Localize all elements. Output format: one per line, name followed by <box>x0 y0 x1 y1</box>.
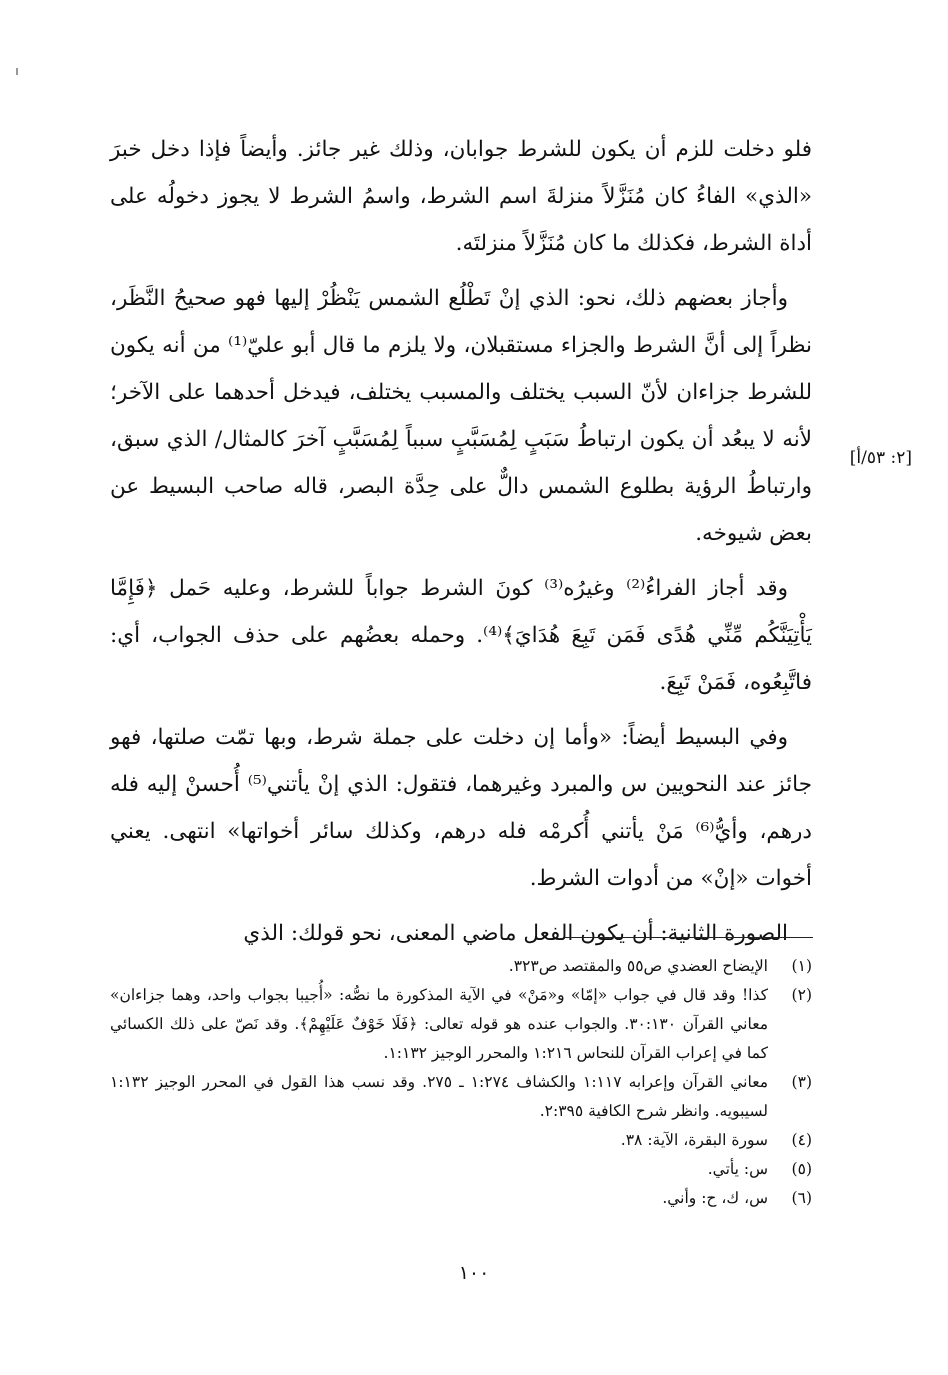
footnote-text: س: يأتي. <box>707 1160 768 1178</box>
footnote-4 <box>110 1126 812 1155</box>
paragraph-5: الصورة الثانية: أن يكون الفعل ماضي المعنى، نحو قولك: الذي <box>243 921 788 946</box>
paragraph-3: وقد أجاز الفراءُ⁽²⁾ وغيرُه⁽³⁾ كونَ الشرط جواباً للشرط، وعليه حَمل ﴿فَإِمَّا يَأْتِيَنَّكُم مِّنِّي هُدًى فَمَن تَبِعَ هُدَايَ﴾⁽⁴⁾. وحمله بعضُهم على حذف الجواب، أي: فاتَّبِعُوه، فَمَنْ تَبِعَ. <box>110 576 812 695</box>
footnote-text: س، ك، ح: وأني. <box>662 1189 768 1207</box>
paragraph-1: فلو دخلت للزم أن يكون للشرط جوابان، وذلك غير جائز. وأيضاً فإذا دخل خبرَ «الذي» الفاءُ كان مُنَزَّلاً منزلةَ اسم الشرط، واسمُ الشرط لا يجوز دخولُه على أداة الشرط، فكذلك ما كان مُنَزَّلاً منزلتَه. <box>110 137 812 256</box>
paragraph-2: وأجاز بعضهم ذلك، نحو: الذي إنْ تَطْلُع الشمس يَنْظُرْ إليها فهو صحيحُ النَّظَر، نظراً إلى أنَّ الشرط والجزاء مستقبلان، ولا يلزم ما قال أبو عليّ⁽¹⁾ من أنه يكون للشرط جزاءان لأنّ السبب يختلف والمسبب يختلف، فيدخل أحدهما على الآخر؛ لأنه لا يبعُد أن يكون ارتباطُ سَبَبٍ لِمُسَبَّبٍ سبباً لِمُسَبَّبٍ آخرَ كالمثال/ الذي سبق، وارتباطُ الرؤية بطلوع الشمس دالٌّ على حِدَّة البصر، قاله صاحب البسيط عن بعض شيوخه. <box>110 286 812 546</box>
footnotes <box>110 952 812 1213</box>
footnote-5 <box>110 1155 812 1184</box>
footnote-text: كذا! وقد قال في جواب «إمّا» و«مَنْ» في الآية المذكورة ما نصُّه: «أُجيبا بجواب واحد، وهما جزاءان» معاني القرآن ٣٠:١٣٠. والجواب عنده هو قوله تعالى: ﴿فَلَا خَوْفٌ عَلَيْهِمْ﴾. وقد نَصّ على ذلك الكسائي كما في إعراب القرآن للنحاس ١:٢١٦ والمحرر الوجيز ١:١٣٢. <box>110 986 768 1062</box>
footnote-number: (٥) <box>791 1160 812 1178</box>
footnote-3 <box>110 1068 812 1126</box>
footnote-number: (٦) <box>791 1189 812 1207</box>
footnote-6 <box>110 1184 812 1213</box>
footnote-text: معاني القرآن وإعرابه ١:١١٧ والكشاف ١:٢٧٤ ـ ٢٧٥. وقد نسب هذا القول في المحرر الوجيز ١:١٣٢ لسيبويه. وانظر شرح الكافية ٢:٣٩٥. <box>110 1073 769 1120</box>
footnote-number: (٢) <box>791 986 812 1004</box>
footnote-text: الإيضاح العضدي ص٥٥ والمقتصد ص٣٢٣. <box>508 957 768 975</box>
scan-speck <box>16 68 18 75</box>
footnote-number: (٣) <box>791 1073 812 1091</box>
footnote-number: (٤) <box>791 1131 812 1149</box>
page-number: ١٠٠ <box>458 1262 490 1284</box>
footnote-text: سورة البقرة، الآية: ٣٨. <box>620 1131 768 1149</box>
footnote-1 <box>110 952 812 981</box>
footnote-2 <box>110 981 812 1068</box>
paragraph-4: وفي البسيط أيضاً: «وأما إن دخلت على جملة شرط، وبها تمّت صلتها، فهو جائز عند النحويين س والمبرد وغيرهما، فتقول: الذي إنْ يأتني⁽⁵⁾ أُحسنْ إليه فله درهم، وأيُّ⁽⁶⁾ مَنْ يأتني أُكرمْه فله درهم، وكذلك سائر أخواتها» انتهى. يعني أخوات «إنْ» من أدوات الشرط. <box>110 725 812 891</box>
footnote-separator <box>565 937 813 938</box>
manuscript-folio-marker: [٢: ٥٣/أ] <box>849 448 912 468</box>
main-text <box>110 126 812 965</box>
footnote-number: (١) <box>791 957 812 975</box>
